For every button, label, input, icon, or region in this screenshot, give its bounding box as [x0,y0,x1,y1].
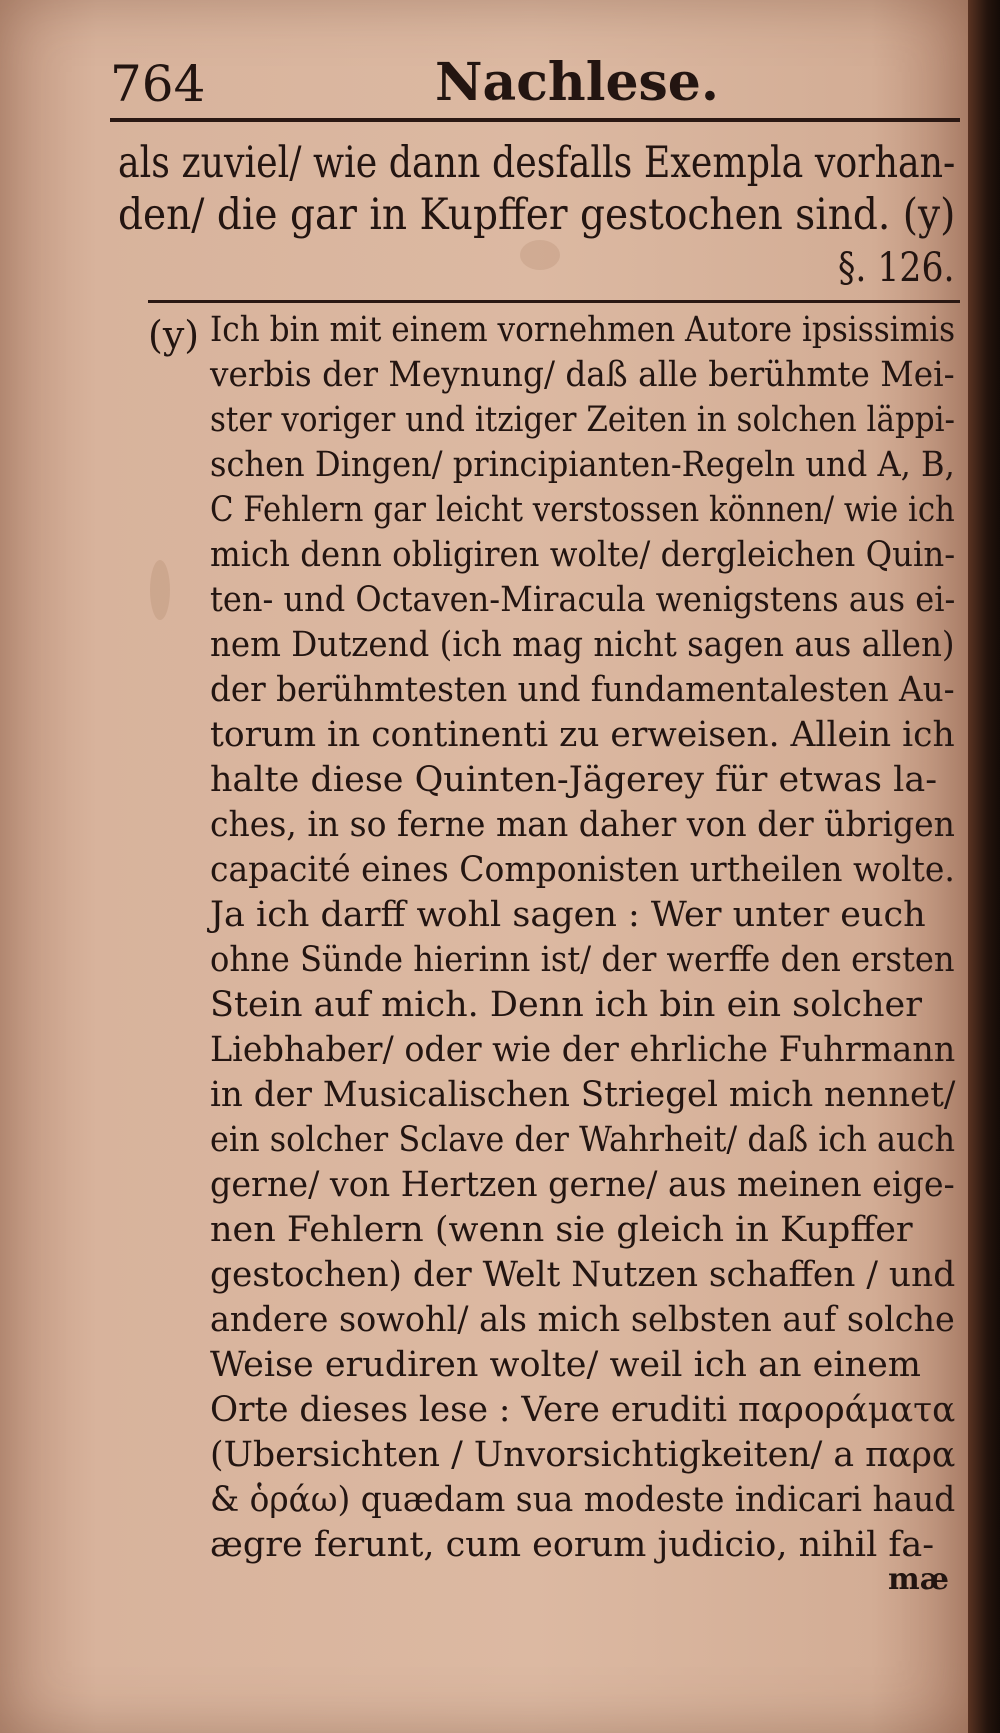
section-reference: §. 126. [838,245,955,291]
footnote-line: mich denn obligiren wolte/ dergleichen Quin- [210,535,956,575]
footnote-line: Stein auf mich. Denn ich bin ein solcher [210,985,922,1025]
main-text-line: als zuviel/ wie dann desfalls Exempla vorhan- [118,138,956,188]
footnote-line: gestochen) der Welt Nutzen schaffen / und [210,1255,956,1295]
footnote-line: torum in continenti zu erweisen. Allein ich [210,715,955,755]
footnote-line: ches, in so ferne man daher von der übrigen [210,805,955,845]
footnote-line: ster voriger und itziger Zeiten in solchen läppi- [210,400,956,440]
footnote-marker: (y) [148,313,200,357]
footnote-line: andere sowohl/ als mich selbsten auf solche [210,1300,955,1340]
paper-stain [520,240,560,270]
running-title: Nachlese. [435,52,719,113]
footnote-line: ægre ferunt, cum eorum judicio, nihil fa- [210,1525,935,1565]
footnote-line: nen Fehlern (wenn sie gleich in Kupffer [210,1210,913,1250]
footnote-line: der berühmtesten und fundamentalesten Au- [210,670,955,710]
footnote-line: Ich bin mit einem vornehmen Autore ipsissimis [210,310,956,350]
footnote-line: in der Musicalischen Striegel mich nennet/ [210,1075,956,1115]
footnote-line: Ja ich darff wohl sagen : Wer unter euch [210,895,926,935]
paper-stain [150,560,170,620]
header-rule [110,118,960,122]
footnote-line: capacité eines Componisten urtheilen wolte. [210,850,955,890]
book-spine [968,0,1000,1733]
page-number: 764 [110,55,206,113]
main-text-line: den/ die gar in Kupffer gestochen sind. (y) [118,190,956,240]
footnote-rule [148,300,960,303]
footnote-line: C Fehlern gar leicht verstossen können/ wie ich [210,490,955,530]
footnote-line: gerne/ von Hertzen gerne/ aus meinen eige- [210,1165,955,1205]
footnote-line: (Ubersichten / Unvorsichtigkeiten/ a παρα [210,1435,956,1475]
catchword: mæ [888,1562,949,1597]
footnote-line: & ὁράω) quædam sua modeste indicari haud [210,1480,956,1520]
footnote-line: ten- und Octaven-Miracula wenigstens aus ei- [210,580,956,620]
footnote-line: halte diese Quinten-Jägerey für etwas la- [210,760,938,800]
footnote-line: ohne Sünde hierinn ist/ der werffe den ersten [210,940,955,980]
footnote-line: schen Dingen/ principianten-Regeln und A, B, [210,445,955,485]
footnote-line: Weise erudiren wolte/ weil ich an einem [210,1345,921,1385]
footnote-line: nem Dutzend (ich mag nicht sagen aus allen) [210,625,955,665]
footnote-line: Orte dieses lese : Vere eruditi παροράματα [210,1390,956,1430]
footnote-line: Liebhaber/ oder wie der ehrliche Fuhrmann [210,1030,956,1070]
footnote-line: verbis der Meynung/ daß alle berühmte Mei- [210,355,955,395]
footnote-line: ein solcher Sclave der Wahrheit/ daß ich auch [210,1120,956,1160]
